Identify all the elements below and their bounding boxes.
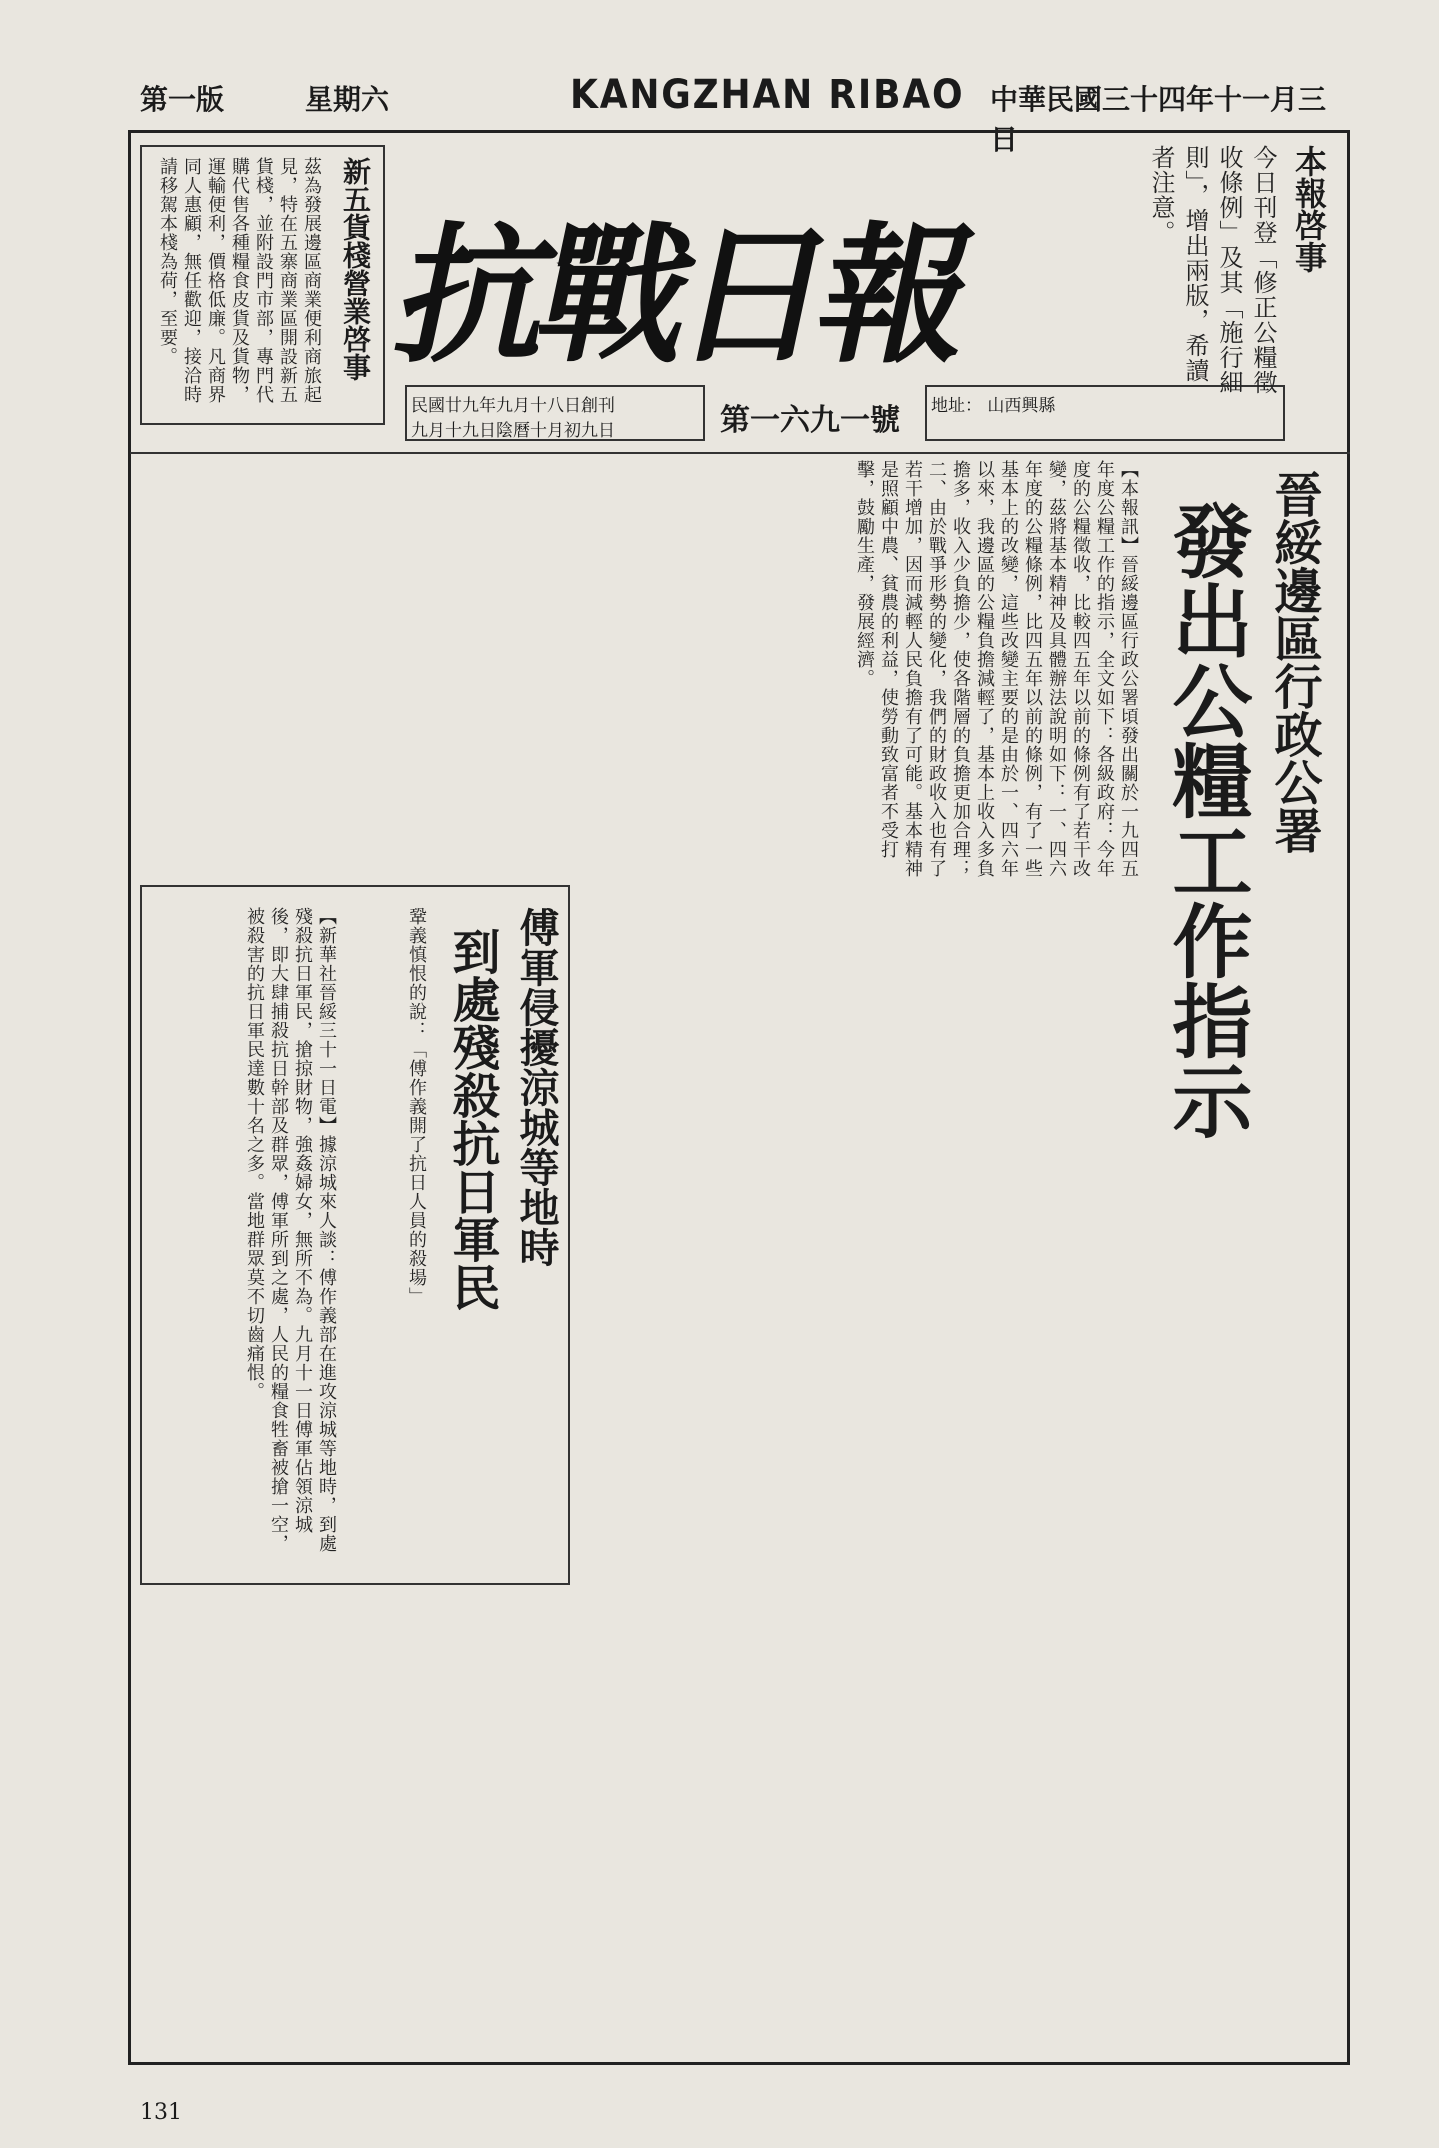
founded-line-1: 民國廿九年九月十八日創刊 — [411, 396, 615, 416]
founded-line-2: 九月十九日陰曆十月初九日 — [411, 421, 615, 441]
founded-box — [405, 385, 705, 441]
address-label: 地址： — [931, 396, 982, 416]
war-article-box — [140, 885, 570, 1585]
issue-date: 中華民國三十四年十一月三日 — [990, 83, 1327, 156]
main-kicker: 晉綏邊區行政公署 — [1266, 470, 1322, 854]
main-headline: 發出公糧工作指示 — [1159, 500, 1253, 1140]
page-label: 第一版 — [140, 83, 225, 116]
newspaper-title: 抗戰日報 — [383, 208, 981, 384]
notice-box — [1075, 145, 1340, 410]
ad-body: 茲為發展邊區商業便利商旅起見，特在五寨商業區開設新五貨棧，並附設門市部，專門代購代售各種糧食皮貨及貨物，運輸便利，價格低廉。凡商界同人惠顧，無任歡迎，接洽時請移駕本棧為荷，至要。 — [157, 157, 322, 404]
masthead — [383, 165, 981, 384]
weekday: 星期六 — [305, 83, 390, 116]
page-number: 131 — [140, 2100, 182, 2125]
notice-title: 本報啓事 — [1290, 145, 1328, 273]
notice-body: 今日刊登「修正公糧徵收條例」及其「施行細則」，增出兩版，希讀者注意。 — [1147, 145, 1277, 395]
war-body: 【新華社晉綏三十一日電】據涼城來人談：傅作義部在進攻涼城等地時，到處殘殺抗日軍民，搶掠財物，強姦婦女，無所不為。九月十一日傅軍佔領涼城後，即大肆捕殺抗日幹部及群眾，傅軍所到之處，人民的糧食牲畜被搶一空，被殺害的抗日軍民達數十名之多。當地群眾莫不切齒痛恨。 — [244, 907, 337, 1553]
divider — [130, 452, 1350, 454]
war-subhead: 到處殘殺抗日軍民 — [444, 927, 500, 1311]
date-strip — [130, 72, 1350, 156]
war-quote: 鞏義慎恨的說：「傅作義開了抗日人員的殺場」 — [406, 907, 427, 1306]
ad-title: 新五貨棧營業啓事 — [339, 157, 372, 381]
ad-box — [140, 145, 385, 425]
war-headline: 傅軍侵擾涼城等地時 — [513, 907, 560, 1267]
romanized-title: KANGZHAN RIBAO — [570, 72, 965, 118]
publisher: 山西興縣 — [987, 396, 1056, 416]
main-body: 【本報訊】晉綏邊區行政公署頃發出關於一九四五年度公糧工作的指示，全文如下：各級政府：今年度的公糧徵收，比較四五年以前的條例有了若干改變，茲將基本精神及具體辦法說明如下：一、四六年度的公糧條例，比四五年以前的條例，有了一些基本上的改變，這些改變主要的是由於一、四六年以來，我邊區的公糧負擔減輕了，基本上收入多負擔多，收入少負擔少，使各階層的負擔更加合理；二、由於戰爭形勢的變化，我們的財政收入也有了若干增加，因而減輕人民負擔有了可能。基本精神是照顧中農、貧農的利益，使勞動致富者不受打擊，鼓勵生產，發展經濟。 — [854, 460, 1139, 878]
issue-number: 第一六九一號 — [720, 403, 900, 438]
